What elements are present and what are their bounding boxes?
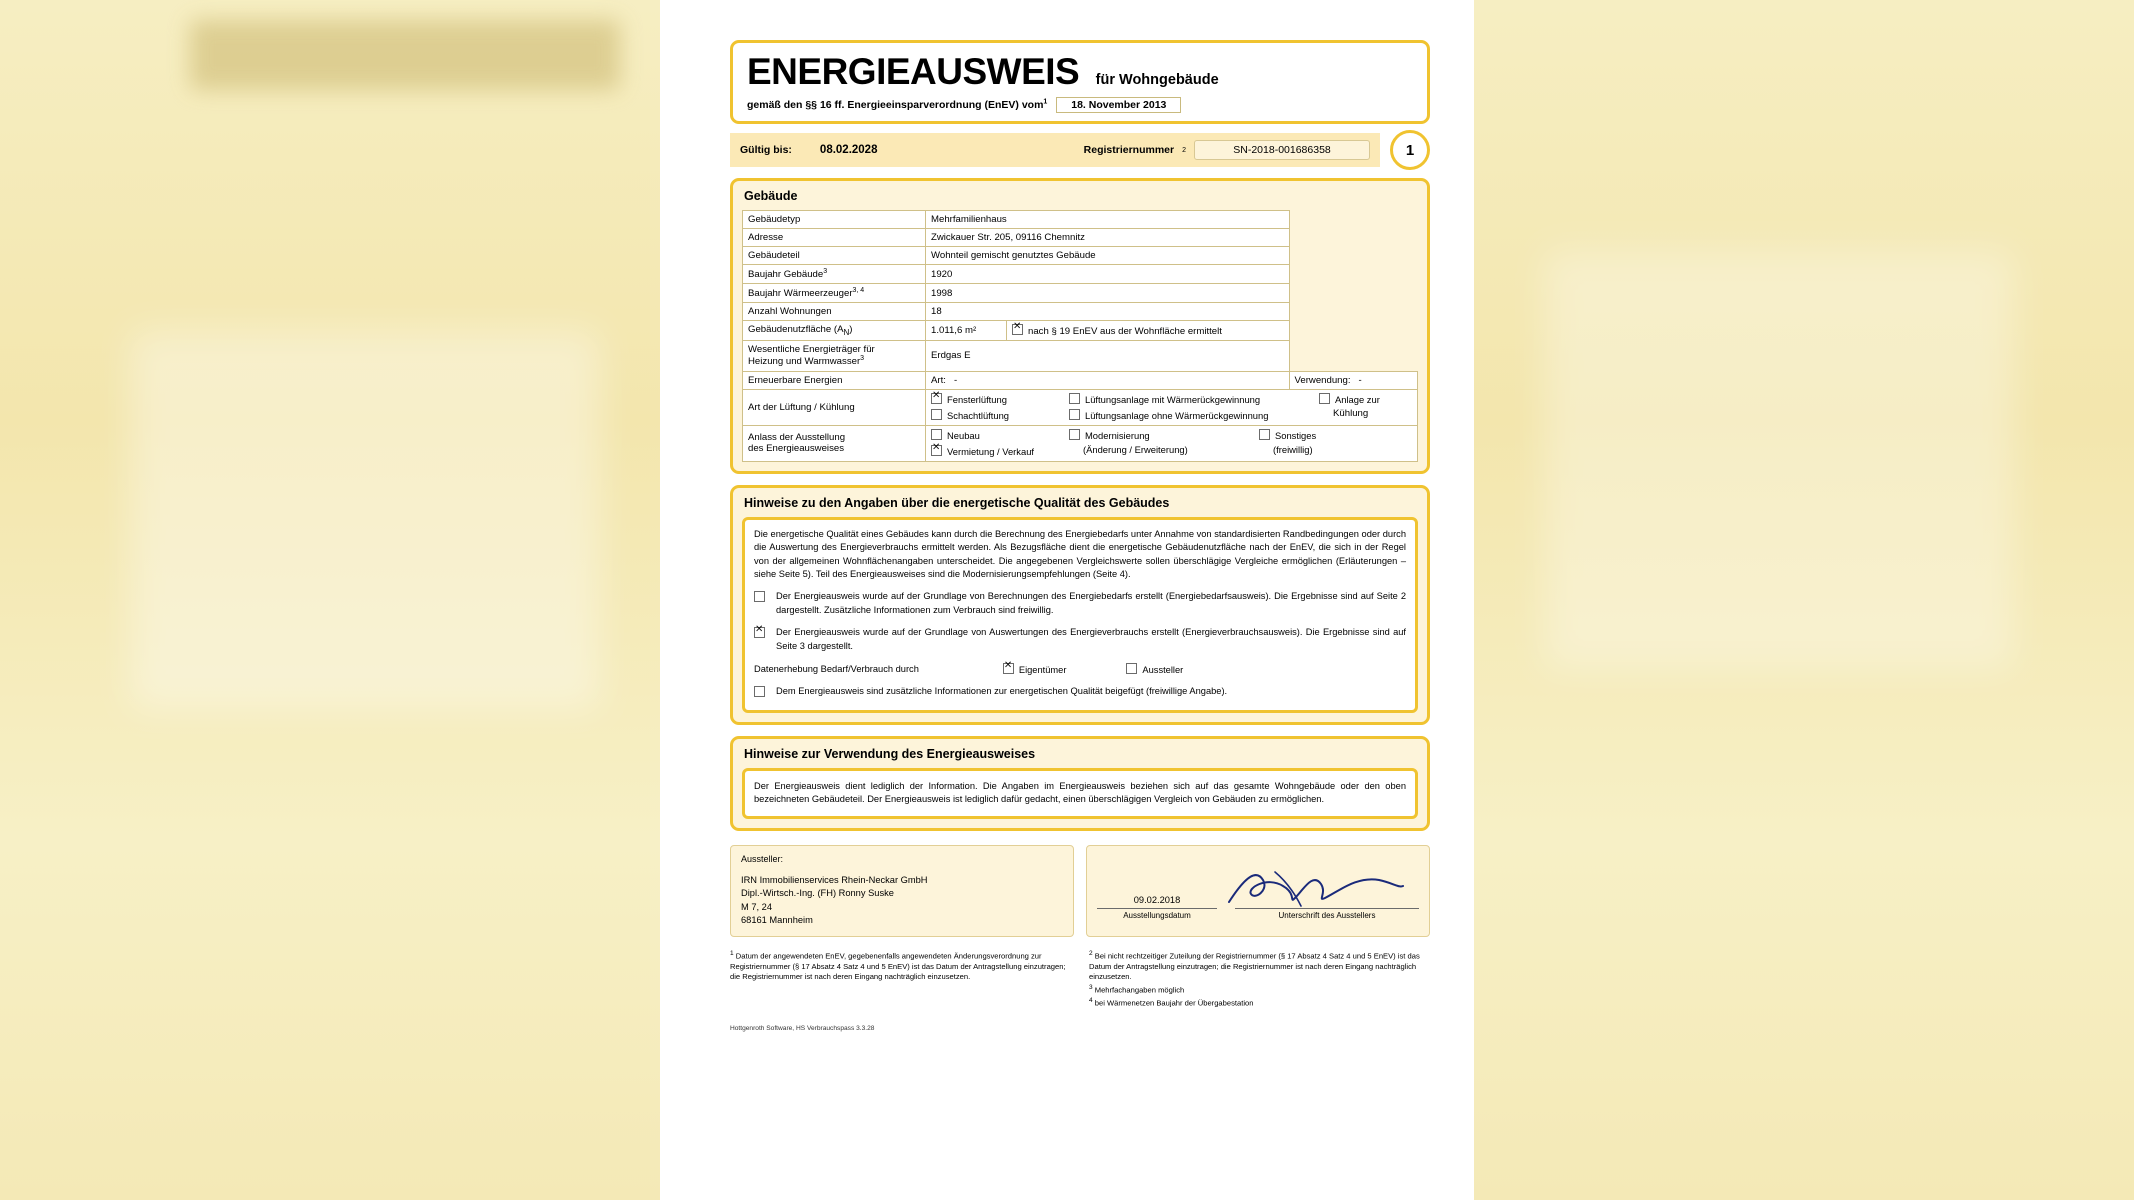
quality-checkbox-extra[interactable] bbox=[754, 685, 770, 700]
header-legal-sup: 1 bbox=[1043, 98, 1048, 106]
ventilation-label-cooling-2: Kühlung bbox=[1333, 407, 1369, 419]
occasion-label-neubau: Neubau bbox=[947, 429, 980, 441]
row-value: 1998 bbox=[926, 284, 1290, 303]
table-row-ventilation bbox=[743, 389, 1418, 425]
occasion-label-modernisierung-2: (Änderung / Erweiterung) bbox=[1083, 443, 1188, 455]
ventilation-checkbox-window[interactable] bbox=[931, 393, 942, 404]
registration-label: Registriernummer bbox=[1083, 144, 1175, 156]
registration-number: SN-2018-001686358 bbox=[1194, 140, 1370, 160]
row-key: Baujahr Wärmeerzeuger$^{3, 4}$ bbox=[743, 284, 926, 303]
footnote-1: 1 Datum der angewendeten EnEV, gegebenenfalls angewendeten Änderungsverordnung zur Registriernummer (§ 17 Absatz 4 Satz 4 und 5 EnEV) ist das Datum der Antragstellung einzutragen; die Registriernummer ist nach deren Eingang nachträglich einzusetzen. bbox=[730, 949, 1066, 982]
occasion-options bbox=[926, 425, 1418, 461]
row-value: Zwickauer Str. 205, 09116 Chemnitz bbox=[926, 229, 1290, 247]
ventilation-label-shaft: Schachtlüftung bbox=[947, 409, 1010, 421]
renewable-art-value: - bbox=[953, 374, 958, 386]
renewable-art-cell bbox=[926, 371, 1290, 389]
header-legal-line bbox=[747, 97, 1413, 113]
header-legal-prefix: gemäß den §§ 16 ff. Energieeinsparverordnung (EnEV) vom bbox=[747, 99, 1044, 111]
area-checkbox[interactable] bbox=[1012, 324, 1023, 335]
ventilation-label-cooling: Anlage zur bbox=[1335, 393, 1380, 405]
renewable-art-label: Art: bbox=[931, 374, 946, 386]
issuer-signature bbox=[1086, 845, 1430, 937]
collection-checkbox-owner[interactable] bbox=[1003, 663, 1014, 674]
issuer-line-1: IRN Immobilienservices Rhein-Neckar GmbH bbox=[741, 874, 928, 885]
software-credit: Hottgenroth Software, HS Verbrauchspass 3.3.28 bbox=[730, 1025, 875, 1033]
row-key-ventilation: Art der Lüftung / Kühlung bbox=[743, 389, 926, 425]
issuer-line-2: Dipl.-Wirtsch.-Ing. (FH) Ronny Suske bbox=[741, 888, 894, 899]
background-ghost-block-2 bbox=[1544, 250, 2014, 670]
collection-label-issuer: Aussteller bbox=[1142, 665, 1184, 676]
quality-checkbox-bedarf[interactable] bbox=[754, 590, 770, 617]
energy-certificate bbox=[730, 40, 1430, 1032]
registration-sup: 2 bbox=[1182, 146, 1186, 154]
signature-date-col bbox=[1097, 895, 1217, 920]
table-row-renewable bbox=[743, 371, 1418, 389]
ventilation-label-with-recovery: Lüftungsanlage mit Wärmerückgewinnung bbox=[1085, 393, 1261, 405]
ventilation-checkbox-shaft[interactable] bbox=[931, 409, 942, 420]
collection-checkbox-issuer[interactable] bbox=[1126, 663, 1137, 674]
row-key: Baujahr Gebäude$^3$ bbox=[743, 265, 926, 284]
building-section-title: Gebäude bbox=[744, 189, 798, 203]
ventilation-checkbox-cooling[interactable] bbox=[1319, 393, 1330, 404]
header-legal-date: 18. November 2013 bbox=[1056, 97, 1181, 113]
usage-body bbox=[742, 768, 1418, 819]
signature-icon bbox=[1217, 864, 1407, 910]
footnotes bbox=[730, 949, 1430, 1010]
usage-paragraph: Der Energieausweis dient lediglich der Information. Die Angaben im Energieausweis beziehen sich auf das gesamte Wohngebäude oder den oben bezeichneten Gebäudeteil. Der Energieausweis ist lediglich dafür gedacht, einen überschlägigen Vergleich von Gebäuden zu ermöglichen. bbox=[754, 780, 1406, 805]
row-key-energy-carrier: Wesentliche Energieträger für Heizung und Warmwasser$^3$ bbox=[743, 341, 926, 371]
row-key-occasion: Anlass der Ausstellung des Energieausweises bbox=[743, 425, 926, 461]
ventilation-options bbox=[926, 389, 1418, 425]
ventilation-checkbox-without-recovery[interactable] bbox=[1069, 409, 1080, 420]
data-collection-row bbox=[754, 663, 1406, 675]
issuer-row bbox=[730, 845, 1430, 937]
background-ghost-title bbox=[190, 20, 620, 90]
occasion-checkbox-neubau[interactable] bbox=[931, 429, 942, 440]
occasion-checkbox-vermietung[interactable] bbox=[931, 445, 942, 456]
quality-section bbox=[730, 485, 1430, 725]
row-value: Wohnteil gemischt genutztes Gebäude bbox=[926, 247, 1290, 265]
quality-checkbox-verbrauch[interactable] bbox=[754, 626, 770, 653]
occasion-label-sonstiges: Sonstiges bbox=[1275, 429, 1317, 441]
quality-body bbox=[742, 517, 1418, 713]
certificate-header bbox=[730, 40, 1430, 124]
row-value: Mehrfamilienhaus bbox=[926, 211, 1290, 229]
quality-extra-text: Dem Energieausweis sind zusätzliche Informationen zur energetischen Qualität beigefügt (freiwillige Angabe). bbox=[776, 686, 1228, 697]
quality-extra-item bbox=[754, 685, 1406, 700]
area-checkbox-cell bbox=[1007, 321, 1290, 341]
quality-section-title: Hinweise zu den Angaben über die energetische Qualität des Gebäudes bbox=[744, 495, 1170, 510]
quality-paragraph: Die energetische Qualität eines Gebäudes kann durch die Berechnung des Energiebedarfs unter Annahme von standardisierten Randbedingungen oder durch die Auswertung des Energieverbrauchs ermittelt werden. Als Bezugsfläche dient die energetische Gebäudenutzfläche nach der EnEV, die sich in der Regel von der allgemeinen Wohnflächenangaben unterscheidet. Die angegebenen Vergleichswerte sollen überschlägige Vergleiche ermöglichen (Erläuterungen – siehe Seite 5). Teil des Energieausweises sind die Modernisierungsempfehlungen (Seite 4). bbox=[754, 528, 1406, 579]
background-ghost-block bbox=[130, 330, 600, 710]
issue-date: 09.02.2018 bbox=[1133, 894, 1181, 905]
issuer-address bbox=[741, 874, 1063, 928]
ventilation-label-window: Fensterlüftung bbox=[947, 393, 1007, 405]
data-collection-label: Datenerhebung Bedarf/Verbrauch durch bbox=[754, 664, 919, 675]
row-value: 18 bbox=[926, 303, 1290, 321]
occasion-label-sonstiges-2: (freiwillig) bbox=[1273, 443, 1313, 455]
occasion-label-modernisierung: Modernisierung bbox=[1085, 429, 1150, 441]
issuer-details bbox=[730, 845, 1074, 937]
issuer-line-3: M 7, 24 bbox=[741, 901, 773, 912]
occasion-label-vermietung: Vermietung / Verkauf bbox=[947, 445, 1035, 457]
row-key-area: Gebäudenutzfläche $(A_N)$ bbox=[743, 321, 926, 341]
energy-carrier-value: Erdgas E bbox=[926, 341, 1290, 371]
table-row-occasion bbox=[743, 425, 1418, 461]
renewable-use-value: - bbox=[1358, 374, 1362, 386]
validity-box bbox=[730, 133, 1380, 167]
footnote-col-left bbox=[730, 949, 1071, 1010]
ventilation-label-without-recovery: Lüftungsanlage ohne Wärmerückgewinnung bbox=[1085, 409, 1269, 421]
row-key: Anzahl Wohnungen bbox=[743, 303, 926, 321]
quality-item-verbrauch-text: Der Energieausweis wurde auf der Grundlage von Auswertungen des Energieverbrauchs erstellt (Energieverbrauchsausweis). Die Ergebnisse sind auf Seite 3 dargestellt. bbox=[776, 627, 1406, 651]
ventilation-checkbox-with-recovery[interactable] bbox=[1069, 393, 1080, 404]
row-key: Gebäudetyp bbox=[743, 211, 926, 229]
quality-item-verbrauch bbox=[754, 626, 1406, 653]
footnote-3: 3 Mehrfachangaben möglich bbox=[1089, 984, 1185, 995]
building-section bbox=[730, 178, 1430, 474]
footnote-4: 4 bei Wärmenetzen Baujahr der Übergabestation bbox=[1089, 997, 1254, 1008]
issuer-caption: Aussteller: bbox=[741, 853, 784, 864]
area-value: 1.011,6 m² bbox=[926, 321, 1007, 341]
renewable-use-cell bbox=[1289, 371, 1418, 389]
row-key: Adresse bbox=[743, 229, 926, 247]
row-key: Gebäudeteil bbox=[743, 247, 926, 265]
background-left-blur bbox=[0, 0, 660, 1200]
row-key-renewable: Erneuerbare Energien bbox=[743, 371, 926, 389]
registration-wrap bbox=[1084, 140, 1370, 160]
building-table bbox=[742, 210, 1418, 462]
quality-item-bedarf-text: Der Energieausweis wurde auf der Grundlage von Berechnungen des Energiebedarfs erstellt (Energiebedarfsausweis). Die Ergebnisse sind auf Seite 2 dargestellt. Zusätzliche Informationen zum Verbrauch sind freiwillig. bbox=[776, 591, 1406, 615]
occasion-checkbox-modernisierung[interactable] bbox=[1069, 429, 1080, 440]
validity-row bbox=[730, 133, 1430, 167]
table-row bbox=[743, 211, 1418, 229]
signature-caption: Unterschrift des Ausstellers bbox=[1235, 908, 1419, 920]
issuer-line-4: 68161 Mannheim bbox=[741, 915, 813, 926]
renewable-use-label: Verwendung: bbox=[1294, 374, 1351, 386]
collection-label-owner: Eigentümer bbox=[1018, 665, 1067, 676]
footnote-col-right bbox=[1089, 949, 1430, 1010]
footnote-2: 2 Bei nicht rechtzeitiger Zuteilung der Registriernummer (§ 17 Absatz 4 Satz 4 und 5 EnEV) ist das Datum der Antragstellung einzutragen; die Registriernummer ist nach deren Eingang nachträglich einzusetzen. bbox=[1089, 949, 1420, 982]
row-value: 1920 bbox=[926, 265, 1290, 284]
background-right-blur bbox=[1474, 0, 2134, 1200]
usage-section-title: Hinweise zur Verwendung des Energieausweises bbox=[744, 746, 1036, 761]
header-subtitle: für Wohngebäude bbox=[1095, 72, 1219, 88]
area-checkbox-label: nach § 19 EnEV aus der Wohnfläche ermittelt bbox=[1028, 326, 1222, 338]
usage-section bbox=[730, 736, 1430, 831]
page-number-badge: 1 bbox=[1390, 130, 1430, 170]
page-title: ENERGIEAUSWEIS bbox=[747, 51, 1080, 92]
validity-date: 08.02.2028 bbox=[819, 144, 878, 156]
quality-item-bedarf bbox=[754, 590, 1406, 617]
validity-label: Gültig bis: bbox=[740, 144, 792, 156]
issue-date-caption: Ausstellungsdatum bbox=[1097, 908, 1217, 920]
occasion-checkbox-sonstiges[interactable] bbox=[1259, 429, 1270, 440]
